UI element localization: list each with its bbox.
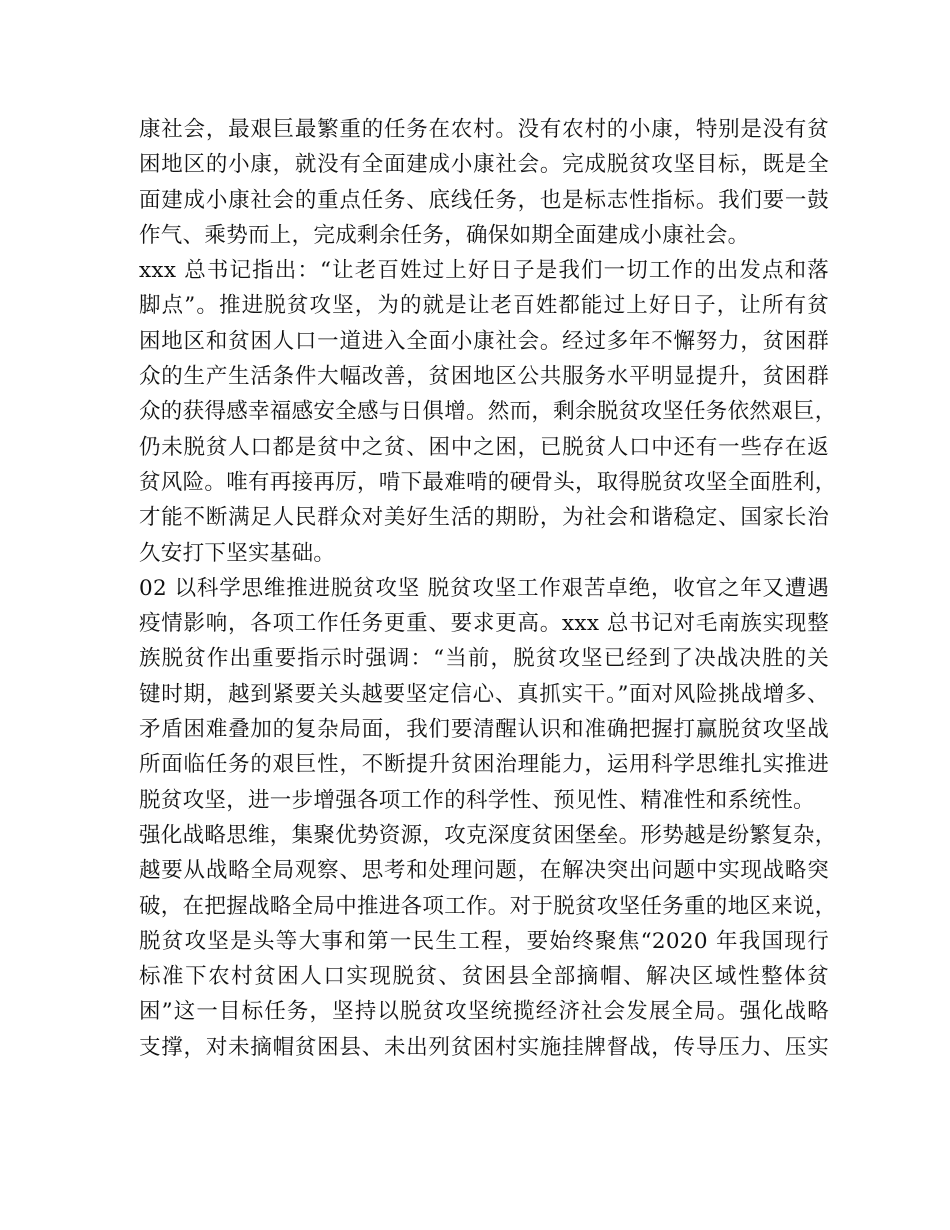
text-line: 02 以科学思维推进脱贫攻坚 脱贫攻坚工作艰苦卓绝，收官之年又遭遇 — [139, 575, 829, 601]
text-line: 困地区和贫困人口一道进入全面小康社会。经过多年不懈努力，贫困群 — [139, 328, 829, 354]
text-line: 贫风险。唯有再接再厉，啃下最难啃的硬骨头，取得脱贫攻坚全面胜利， — [139, 469, 837, 495]
text-line: 脚点”。推进脱贫攻坚，为的就是让老百姓都能过上好日子，让所有贫 — [139, 293, 829, 319]
text-line: 标准下农村贫困人口实现脱贫、贫困县全部摘帽、解决区域性整体贫 — [139, 964, 829, 990]
text-line: 破，在把握战略全局中推进各项工作。对于脱贫攻坚任务重的地区来说， — [139, 893, 837, 919]
text-line: 脱贫攻坚是头等大事和第一民生工程，要始终聚焦“2020 年我国现行 — [139, 928, 829, 954]
text-line: xxx 总书记指出：“让老百姓过上好日子是我们一切工作的出发点和落 — [139, 258, 829, 284]
text-line: 支撑，对未摘帽贫困县、未出列贫困村实施挂牌督战，传导压力、压实 — [139, 1034, 829, 1060]
text-line: 作气、乘势而上，完成剩余任务，确保如期全面建成小康社会。 — [139, 222, 750, 248]
text-line: 脱贫攻坚，进一步增强各项工作的科学性、预见性、精准性和系统性。 — [139, 787, 815, 813]
text-line: 面建成小康社会的重点任务、底线任务，也是标志性指标。我们要一鼓 — [139, 187, 829, 213]
text-line: 强化战略思维，集聚优势资源，攻克深度贫困堡垒。形势越是纷繁复杂， — [139, 822, 837, 848]
text-line: 困”这一目标任务，坚持以脱贫攻坚统揽经济社会发展全局。强化战略 — [139, 999, 829, 1025]
text-line: 所面临任务的艰巨性，不断提升贫困治理能力，运用科学思维扎实推进 — [139, 752, 829, 778]
text-line: 众的获得感幸福感安全感与日俱增。然而，剩余脱贫攻坚任务依然艰巨， — [139, 399, 837, 425]
text-line: 困地区的小康，就没有全面建成小康社会。完成脱贫攻坚目标，既是全 — [139, 152, 829, 178]
text-line: 族脱贫作出重要指示时强调：“当前，脱贫攻坚已经到了决战决胜的关 — [139, 646, 829, 672]
text-line: 仍未脱贫人口都是贫中之贫、困中之困，已脱贫人口中还有一些存在返 — [139, 434, 829, 460]
text-line: 键时期，越到紧要关头越要坚定信心、真抓实干。”面对风险挑战增多、 — [139, 681, 829, 707]
text-line: 越要从战略全局观察、思考和处理问题，在解决突出问题中实现战略突 — [139, 858, 829, 884]
text-line: 疫情影响，各项工作任务更重、要求更高。xxx 总书记对毛南族实现整 — [139, 611, 829, 637]
body-text — [139, 112, 837, 1065]
text-line: 才能不断满足人民群众对美好生活的期盼，为社会和谐稳定、国家长治 — [139, 505, 829, 531]
text-line: 康社会，最艰巨最繁重的任务在农村。没有农村的小康，特别是没有贫 — [139, 117, 829, 142]
text-line: 矛盾困难叠加的复杂局面，我们要清醒认识和准确把握打赢脱贫攻坚战 — [139, 717, 829, 743]
text-line: 久安打下坚实基础。 — [139, 540, 336, 566]
text-line: 众的生产生活条件大幅改善，贫困地区公共服务水平明显提升，贫困群 — [139, 364, 829, 390]
